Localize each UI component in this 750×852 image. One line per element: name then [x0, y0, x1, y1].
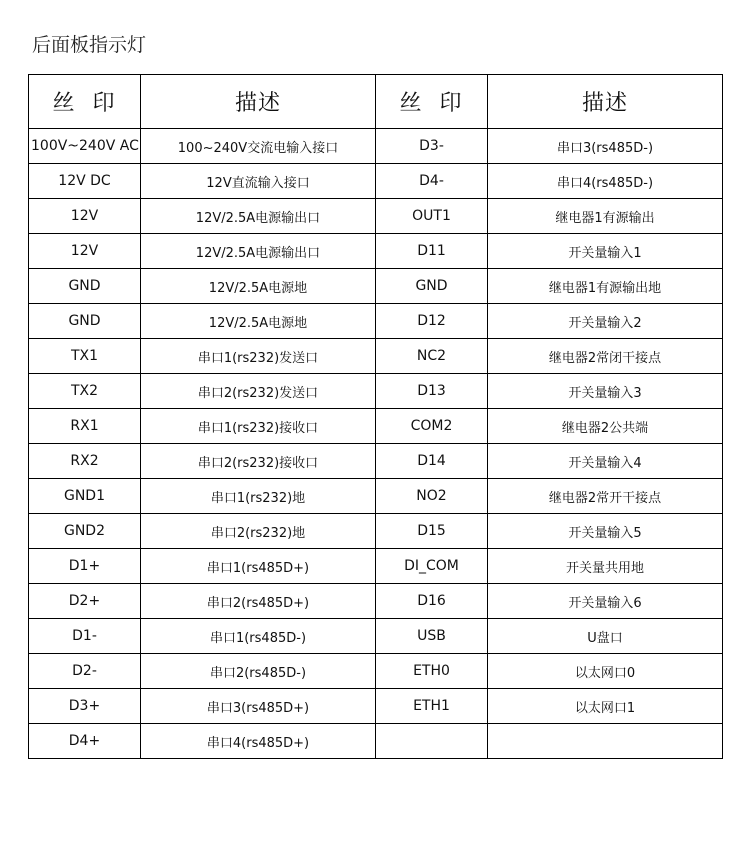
- silkscreen-cell-right: DI_COM: [376, 549, 488, 584]
- silkscreen-cell-left: GND2: [29, 514, 141, 549]
- description-cell-right: 串口4(rs485D-): [488, 164, 723, 199]
- table-row: [29, 689, 723, 724]
- table-row: [29, 269, 723, 304]
- description-cell-left: 12V/2.5A电源地: [141, 269, 376, 304]
- description-cell-left: 串口2(rs485D+): [141, 584, 376, 619]
- silkscreen-cell-left: 12V DC: [29, 164, 141, 199]
- description-cell-right: 以太网口1: [488, 689, 723, 724]
- silkscreen-cell-right: D3-: [376, 129, 488, 164]
- silkscreen-cell-right: D13: [376, 374, 488, 409]
- description-cell-right: [488, 724, 723, 759]
- silkscreen-cell-right: D11: [376, 234, 488, 269]
- table-row: [29, 444, 723, 479]
- silkscreen-cell-left: D2-: [29, 654, 141, 689]
- table-row: [29, 514, 723, 549]
- description-cell-right: 继电器2公共端: [488, 409, 723, 444]
- silkscreen-cell-left: D1-: [29, 619, 141, 654]
- description-cell-right: 开关量输入2: [488, 304, 723, 339]
- description-cell-right: 继电器1有源输出地: [488, 269, 723, 304]
- silkscreen-cell-left: D3+: [29, 689, 141, 724]
- silkscreen-cell-left: RX2: [29, 444, 141, 479]
- silkscreen-cell-right: USB: [376, 619, 488, 654]
- description-cell-left: 串口1(rs485D-): [141, 619, 376, 654]
- table-row: [29, 339, 723, 374]
- silkscreen-cell-left: TX1: [29, 339, 141, 374]
- description-cell-left: 12V/2.5A电源输出口: [141, 234, 376, 269]
- description-cell-left: 串口3(rs485D+): [141, 689, 376, 724]
- header-description-right: 描述: [488, 75, 723, 129]
- silkscreen-cell-left: 12V: [29, 234, 141, 269]
- header-silkscreen-right: 丝印: [376, 75, 488, 129]
- silkscreen-cell-left: TX2: [29, 374, 141, 409]
- description-cell-right: 开关量输入5: [488, 514, 723, 549]
- description-cell-left: 串口2(rs232)发送口: [141, 374, 376, 409]
- pin-table: [28, 74, 723, 759]
- silkscreen-cell-left: GND1: [29, 479, 141, 514]
- description-cell-right: U盘口: [488, 619, 723, 654]
- table-row: [29, 654, 723, 689]
- description-cell-right: 继电器2常开干接点: [488, 479, 723, 514]
- silkscreen-cell-left: D4+: [29, 724, 141, 759]
- table-body: [29, 129, 723, 759]
- table-row: [29, 479, 723, 514]
- description-cell-right: 开关量输入3: [488, 374, 723, 409]
- silkscreen-cell-right: NC2: [376, 339, 488, 374]
- silkscreen-cell-right: D15: [376, 514, 488, 549]
- page-title: 后面板指示灯: [32, 34, 147, 56]
- table-row: [29, 304, 723, 339]
- silkscreen-cell-right: [376, 724, 488, 759]
- description-cell-right: 串口3(rs485D-): [488, 129, 723, 164]
- table-header-row: [29, 75, 723, 129]
- table-row: [29, 584, 723, 619]
- silkscreen-cell-left: GND: [29, 269, 141, 304]
- silkscreen-cell-left: D1+: [29, 549, 141, 584]
- description-cell-left: 12V/2.5A电源地: [141, 304, 376, 339]
- description-cell-left: 100~240V交流电输入接口: [141, 129, 376, 164]
- description-cell-left: 串口1(rs232)地: [141, 479, 376, 514]
- description-cell-left: 串口1(rs232)接收口: [141, 409, 376, 444]
- description-cell-right: 继电器1有源输出: [488, 199, 723, 234]
- table-row: [29, 409, 723, 444]
- description-cell-left: 12V直流输入接口: [141, 164, 376, 199]
- table-row: [29, 619, 723, 654]
- silkscreen-cell-right: ETH1: [376, 689, 488, 724]
- description-cell-right: 开关量输入6: [488, 584, 723, 619]
- table-row: [29, 234, 723, 269]
- table-row: [29, 129, 723, 164]
- description-cell-left: 12V/2.5A电源输出口: [141, 199, 376, 234]
- description-cell-right: 开关量共用地: [488, 549, 723, 584]
- description-cell-left: 串口2(rs485D-): [141, 654, 376, 689]
- silkscreen-cell-right: NO2: [376, 479, 488, 514]
- silkscreen-cell-right: D4-: [376, 164, 488, 199]
- silkscreen-cell-right: D12: [376, 304, 488, 339]
- table-row: [29, 164, 723, 199]
- silkscreen-cell-left: RX1: [29, 409, 141, 444]
- table-row: [29, 199, 723, 234]
- table-row: [29, 724, 723, 759]
- description-cell-left: 串口2(rs232)接收口: [141, 444, 376, 479]
- description-cell-right: 开关量输入4: [488, 444, 723, 479]
- silkscreen-cell-left: 12V: [29, 199, 141, 234]
- description-cell-left: 串口4(rs485D+): [141, 724, 376, 759]
- description-cell-right: 开关量输入1: [488, 234, 723, 269]
- silkscreen-cell-right: GND: [376, 269, 488, 304]
- silkscreen-cell-right: ETH0: [376, 654, 488, 689]
- table-row: [29, 374, 723, 409]
- silkscreen-cell-left: D2+: [29, 584, 141, 619]
- description-cell-left: 串口1(rs232)发送口: [141, 339, 376, 374]
- silkscreen-cell-left: 100V~240V AC: [29, 129, 141, 164]
- header-silkscreen-left: 丝印: [29, 75, 141, 129]
- header-description-left: 描述: [141, 75, 376, 129]
- silkscreen-cell-right: D14: [376, 444, 488, 479]
- silkscreen-cell-right: COM2: [376, 409, 488, 444]
- description-cell-right: 以太网口0: [488, 654, 723, 689]
- silkscreen-cell-right: OUT1: [376, 199, 488, 234]
- silkscreen-cell-right: D16: [376, 584, 488, 619]
- description-cell-left: 串口2(rs232)地: [141, 514, 376, 549]
- table-row: [29, 549, 723, 584]
- description-cell-left: 串口1(rs485D+): [141, 549, 376, 584]
- silkscreen-cell-left: GND: [29, 304, 141, 339]
- description-cell-right: 继电器2常闭干接点: [488, 339, 723, 374]
